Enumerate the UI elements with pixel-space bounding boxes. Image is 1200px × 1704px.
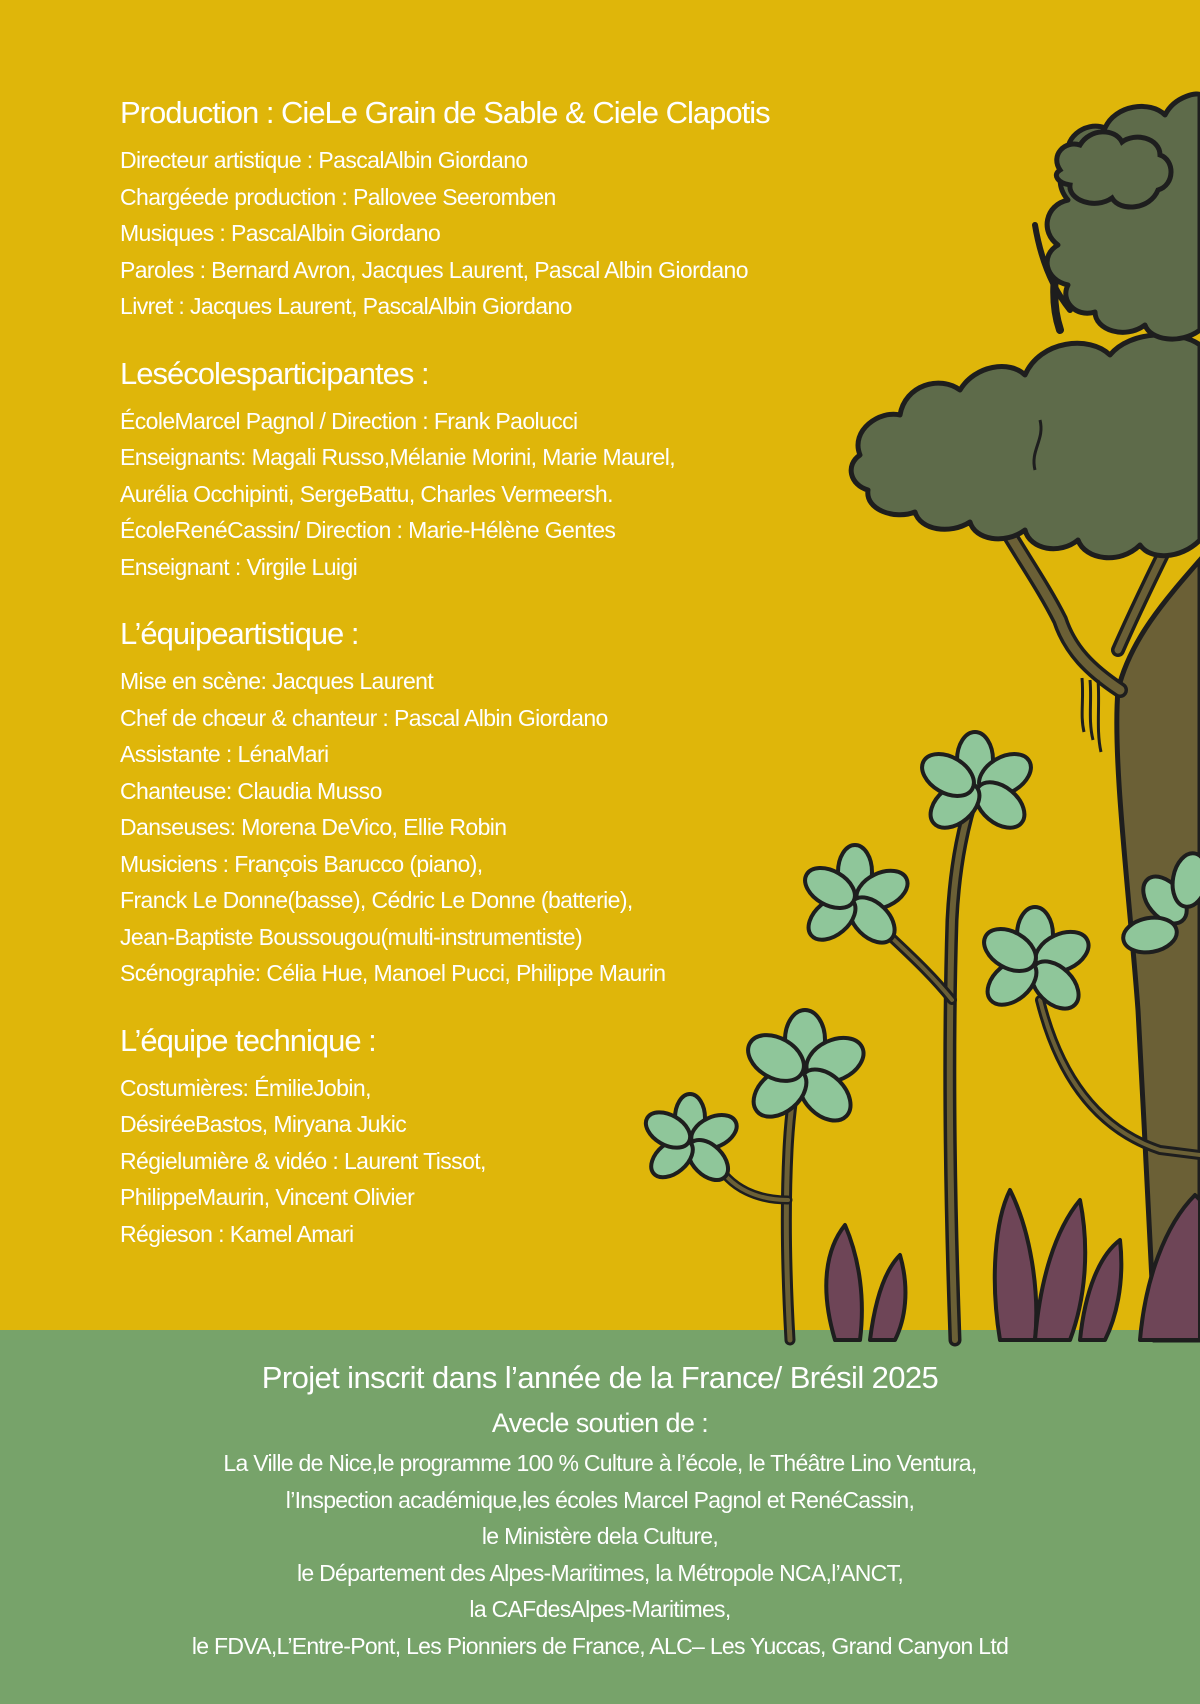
- artistic-team-section: [120, 611, 880, 992]
- credit-line: Jean-Baptiste Boussougou(multi-instrumentiste): [120, 923, 583, 950]
- credit-line: Directeur artistique : PascalAlbin Giordano: [120, 147, 528, 173]
- credit-line: Régielumière & vidéo : Laurent Tissot,: [120, 1147, 486, 1174]
- credit-line: Scénographie: Célia Hue, Manoel Pucci, Philippe Maurin: [120, 960, 666, 986]
- credit-line: Enseignants: Magali Russo,Mélanie Morini, Marie Maurel,: [120, 444, 676, 470]
- credit-line: Danseuses: Morena DeVico, Ellie Robin: [120, 814, 507, 840]
- credit-line: Chargéede production : Pallovee Seeromben: [120, 183, 556, 210]
- credit-line: PhilippeMaurin, Vincent Olivier: [120, 1184, 415, 1210]
- credit-line: Enseignant : Virgile Luigi: [120, 553, 358, 580]
- sponsor-line: l’Inspection académique,les écoles Marcel Pagnol et RenéCassin,: [285, 1486, 915, 1513]
- credits-block: [120, 90, 880, 1278]
- support-heading: Avecle soutien de :: [491, 1408, 709, 1438]
- credit-line: Régieson : Kamel Amari: [120, 1220, 354, 1247]
- credit-line: DésiréeBastos, Miryana Jukic: [120, 1111, 407, 1137]
- sponsor-line: le Ministère dela Culture,: [481, 1523, 719, 1549]
- credit-line: ÉcoleMarcel Pagnol / Direction : Frank Paolucci: [120, 407, 578, 434]
- credit-line: Musiciens : François Barucco (piano),: [120, 850, 483, 877]
- tree-canopy-top: [1056, 132, 1171, 207]
- credit-line: Livret : Jacques Laurent, PascalAlbin Giordano: [120, 293, 572, 319]
- sponsor-line: le Département des Alpes-Maritimes, la Métropole NCA,l’ANCT,: [296, 1559, 904, 1586]
- credit-line: Mise en scène: Jacques Laurent: [120, 668, 434, 694]
- schools-section: [120, 351, 880, 586]
- project-statement: Projet inscrit dans l’année de la France/ Brésil 2025: [261, 1360, 939, 1395]
- purple-grass: [826, 1190, 1200, 1340]
- tree-canopy-upper: [1047, 94, 1200, 339]
- credit-line: Aurélia Occhipinti, SergeBattu, Charles Vermeersh.: [120, 480, 613, 507]
- credit-line: Chef de chœur & chanteur : Pascal Albin Giordano: [120, 704, 608, 731]
- credit-line: Paroles : Bernard Avron, Jacques Laurent, Pascal Albin Giordano: [120, 256, 748, 283]
- credit-line: Chanteuse: Claudia Musso: [120, 777, 382, 804]
- tree-canopy-lower: [851, 335, 1200, 558]
- credit-line: ÉcoleRenéCassin/ Direction : Marie-Hélène Gentes: [120, 517, 616, 543]
- credit-line: Musiques : PascalAlbin Giordano: [120, 220, 441, 246]
- credit-line: Franck Le Donne(basse), Cédric Le Donne (batterie),: [120, 887, 633, 913]
- support-block: [0, 1355, 1200, 1664]
- production-section: [120, 90, 880, 325]
- leaf-cluster: [915, 732, 1038, 837]
- section-title: L’équipeartistique :: [120, 616, 359, 651]
- section-title: Lesécolesparticipantes :: [120, 355, 429, 391]
- section-title: L’équipe technique :: [120, 1022, 376, 1058]
- sponsor-line: le FDVA,L’Entre-Pont, Les Pionniers de France, ALC– Les Yuccas, Grand Canyon Ltd: [191, 1632, 1009, 1659]
- sponsor-line: la CAFdesAlpes-Maritimes,: [469, 1596, 731, 1622]
- section-title: Production : CieLe Grain de Sable & Ciele Clapotis: [120, 95, 770, 130]
- credit-line: Costumières: ÉmilieJobin,: [120, 1074, 371, 1101]
- credit-line: Assistante : LénaMari: [120, 741, 329, 767]
- sponsor-line: La Ville de Nice,le programme 100 % Culture à l’école, le Théâtre Lino Ventura,: [223, 1450, 977, 1476]
- technical-team-section: [120, 1018, 880, 1253]
